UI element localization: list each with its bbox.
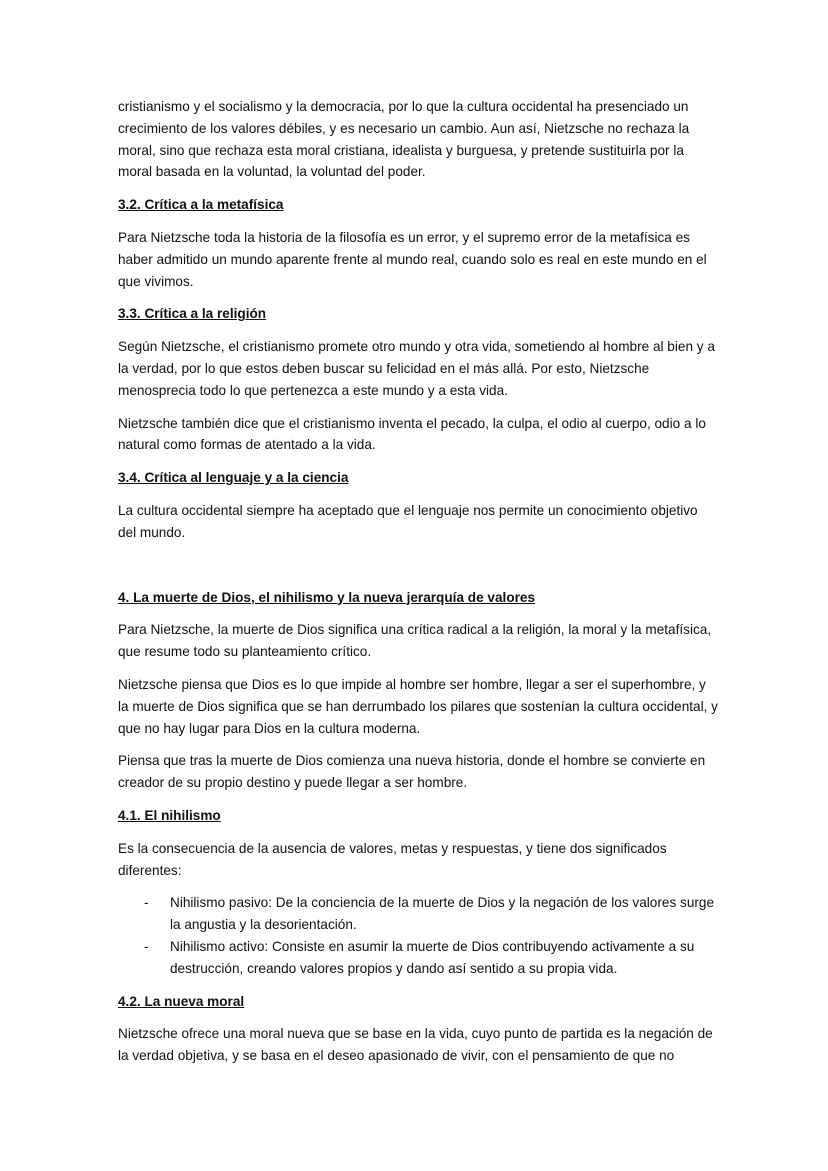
heading-4-1: 4.1. El nihilismo xyxy=(118,807,221,823)
list-marker: - xyxy=(144,895,149,911)
paragraph-4-1-1: Es la consecuencia de la ausencia de valores, metas y respuestas, y tiene dos significados diferentes: xyxy=(118,840,667,878)
document-page xyxy=(118,96,718,1078)
heading-3-4: 3.4. Crítica al lenguaje y a la ciencia xyxy=(118,470,349,486)
intro-paragraph: cristianismo y el socialismo y la democracia, por lo que la cultura occidental ha presenciado un crecimiento de los valores débiles, y es necesario un cambio. Aun así, Nietzsche no rechaza la moral, sino que rechaza esta moral cristiana, idealista y burguesa, y pretende sustituirla por la moral basada en la voluntad, la voluntad del poder. xyxy=(118,99,690,180)
paragraph-3-2-1: Para Nietzsche toda la historia de la filosofía es un error, y el supremo error de la metafísica es haber admitido un mundo aparente frente al mundo real, cuando solo es real en este mundo en el que vivimos. xyxy=(118,229,707,289)
list-item xyxy=(118,892,718,936)
nihilism-list xyxy=(118,892,718,979)
heading-4-2: 4.2. La nueva moral xyxy=(118,993,245,1009)
heading-4: 4. La muerte de Dios, el nihilismo y la nueva jerarquía de valores xyxy=(118,589,536,605)
heading-3-3: 3.3. Crítica a la religión xyxy=(118,306,267,322)
heading-3-2: 3.2. Crítica a la metafísica xyxy=(118,197,284,213)
list-item-text: Nihilismo pasivo: De la conciencia de la muerte de Dios y la negación de los valores surge la angustia y la desorientación. xyxy=(170,895,715,933)
paragraph-3-3-2: Nietzsche también dice que el cristianismo inventa el pecado, la culpa, el odio al cuerpo, odio a lo natural como formas de atentado a la vida. xyxy=(118,415,706,453)
paragraph-4-2: Nietzsche piensa que Dios es lo que impide al hombre ser hombre, llegar a ser el superhombre, y la muerte de Dios significa que se han derrumbado los pilares que sostenían la cultura occidental, y que no hay lugar para Dios en la cultura moderna. xyxy=(118,676,718,736)
list-marker: - xyxy=(144,938,149,954)
section-spacer xyxy=(118,555,718,587)
list-item-text: Nihilismo activo: Consiste en asumir la muerte de Dios contribuyendo activamente a su destrucción, creando valores propios y dando así sentido a su propia vida. xyxy=(170,938,695,976)
paragraph-4-2-1: Nietzsche ofrece una moral nueva que se base en la vida, cuyo punto de partida es la negación de la verdad objetiva, y se basa en el deseo apasionado de vivir, con el pensamiento de que no xyxy=(118,1026,713,1064)
paragraph-4-3: Piensa que tras la muerte de Dios comienza una nueva historia, donde el hombre se convierte en creador de su propio destino y puede llegar a ser hombre. xyxy=(118,753,706,791)
paragraph-3-3-1: Según Nietzsche, el cristianismo promete otro mundo y otra vida, sometiendo al hombre al bien y a la verdad, por lo que estos deben buscar su felicidad en el más allá. Por esto, Nietzsche menosprecia todo lo que pertenezca a este mundo y a esta vida. xyxy=(118,339,715,398)
list-item xyxy=(118,936,718,980)
paragraph-4-1: Para Nietzsche, la muerte de Dios significa una crítica radical a la religión, la moral y la metafísica, que resume todo su planteamiento crítico. xyxy=(118,622,712,660)
paragraph-3-4-1: La cultura occidental siempre ha aceptado que el lenguaje nos permite un conocimiento objetivo del mundo. xyxy=(118,502,698,540)
